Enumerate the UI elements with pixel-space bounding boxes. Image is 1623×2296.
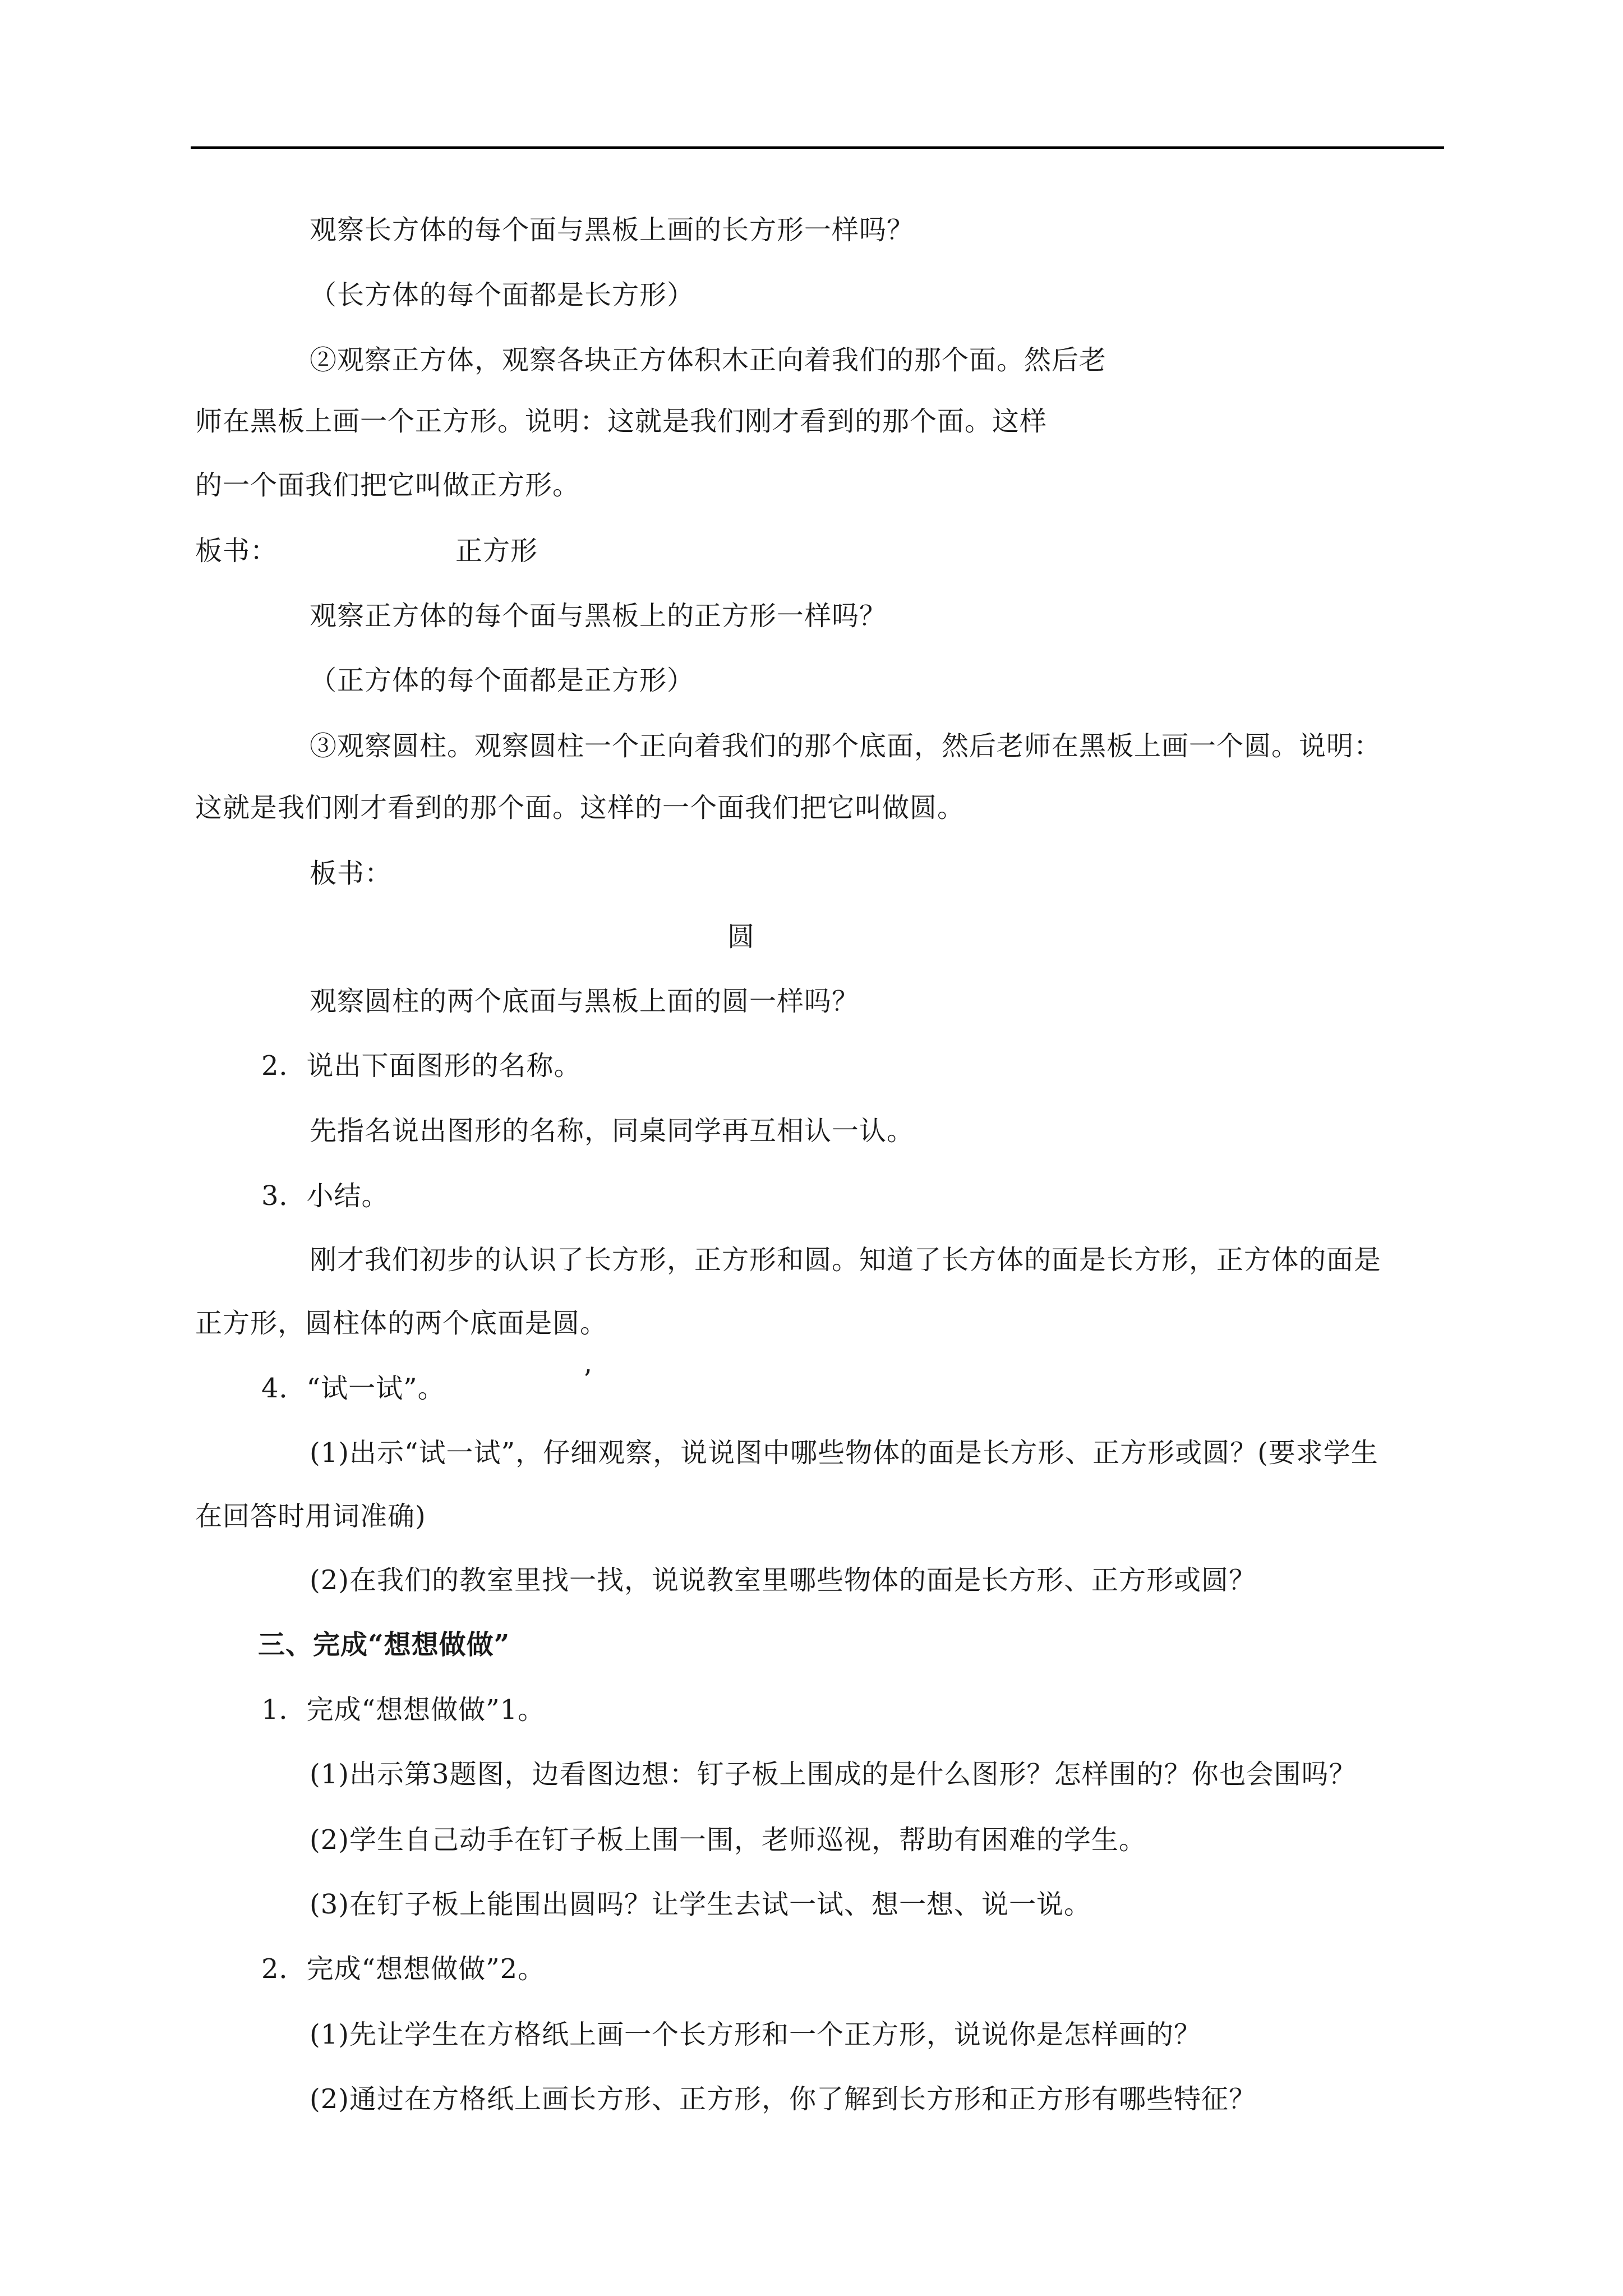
text-line: 观察正方体的每个面与黑板上的正方形一样吗？ [310, 600, 887, 632]
text-line: 板书： [310, 858, 393, 889]
text-line: 板书： [195, 535, 278, 567]
text-line: ②观察正方体，观察各块正方体积木正向着我们的那个面。然后老 [310, 344, 1107, 376]
text-line: (1)出示“试一试”，仔细观察，说说图中哪些物体的面是长方形、正方形或圆？(要求学生 [310, 1437, 1378, 1469]
text-line: （正方体的每个面都是正方形） [310, 665, 695, 696]
text-line: ③观察圆柱。观察圆柱一个正向着我们的那个底面，然后老师在黑板上画一个圆。说明： [310, 730, 1382, 762]
text-line: 观察圆柱的两个底面与黑板上面的圆一样吗？ [310, 986, 860, 1017]
text-line: （长方体的每个面都是长方形） [310, 279, 695, 311]
header-rule [191, 146, 1444, 149]
text-line: 2．说出下面图形的名称。 [261, 1050, 582, 1082]
text-line: 刚才我们初步的认识了长方形，正方形和圆。知道了长方体的面是长方形，正方体的面是 [310, 1244, 1382, 1276]
text-line: 师在黑板上画一个正方形。说明：这就是我们刚才看到的那个面。这样 [195, 406, 1048, 437]
text-line: 的一个面我们把它叫做正方形。 [195, 470, 580, 501]
text-line: 先指名说出图形的名称，同桌同学再互相认一认。 [310, 1115, 915, 1147]
text-line: 4．“试一试”。 [261, 1373, 445, 1404]
text-line: (1)出示第3题图，边看图边想：钉子板上围成的是什么图形？怎样围的？你也会围吗？ [310, 1759, 1357, 1790]
text-line: 观察长方体的每个面与黑板上画的长方形一样吗？ [310, 214, 915, 246]
text-line: (2)学生自己动手在钉子板上围一围，老师巡视，帮助有困难的学生。 [310, 1824, 1146, 1856]
text-line: ’ [583, 1364, 593, 1396]
text-line: 在回答时用词准确) [195, 1501, 426, 1532]
section-heading: 三、完成“想想做做” [258, 1629, 510, 1660]
text-line: (2)在我们的教室里找一找，说说教室里哪些物体的面是长方形、正方形或圆？ [310, 1565, 1256, 1596]
text-line: 3．小结。 [261, 1180, 389, 1212]
text-line: 圆 [727, 921, 755, 953]
text-line: (1)先让学生在方格纸上画一个长方形和一个正方形，说说你是怎样画的？ [310, 2019, 1201, 2050]
text-line: 正方形，圆柱体的两个底面是圆。 [195, 1308, 608, 1339]
text-line: 1．完成“想想做做”1。 [261, 1694, 546, 1726]
text-line: 这就是我们刚才看到的那个面。这样的一个面我们把它叫做圆。 [195, 792, 965, 823]
text-line: 正方形 [455, 535, 538, 567]
text-line: 2．完成“想想做做”2。 [261, 1953, 546, 1985]
text-line: (2)通过在方格纸上画长方形、正方形，你了解到长方形和正方形有哪些特征？ [310, 2083, 1256, 2115]
text-line: (3)在钉子板上能围出圆吗？让学生去试一试、想一想、说一说。 [310, 1889, 1091, 1920]
